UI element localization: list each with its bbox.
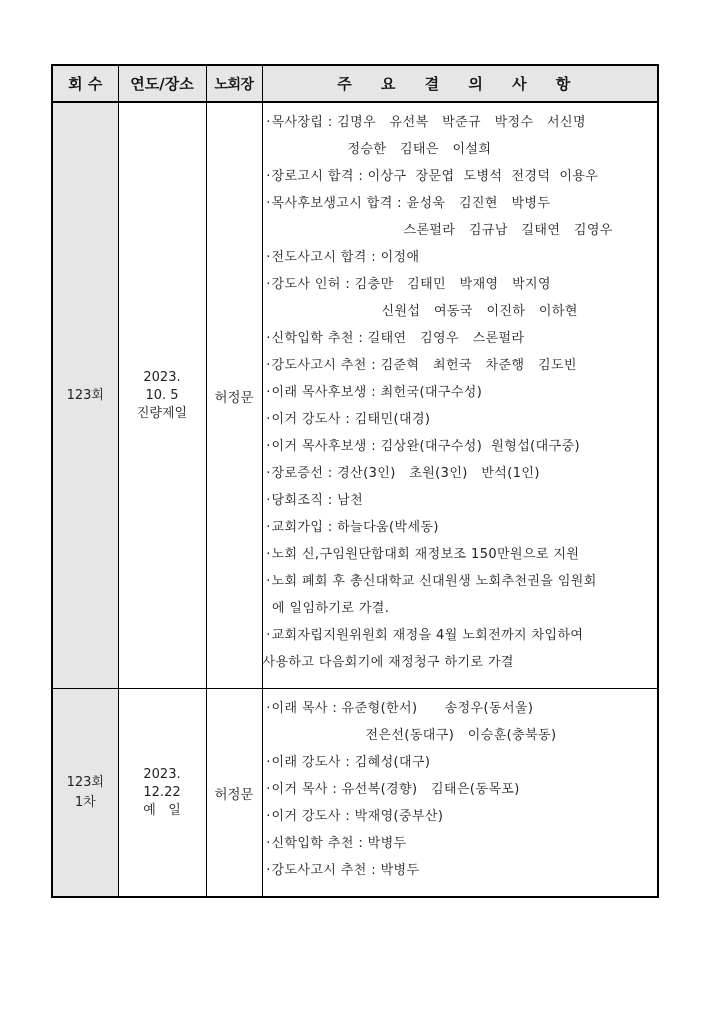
decision-text: 신원섭 여동국 이진하 이하현 (381, 304, 578, 319)
decision-text: 이거 강도사 : 김태민(대경) (271, 412, 431, 427)
decision-line (263, 649, 655, 676)
decision-line (266, 433, 655, 460)
date-place-line: 진량제일 (136, 405, 188, 421)
date-place-line: 예 일 (143, 802, 181, 818)
decision-text: 노회 폐회 후 총신대학교 신대원생 노회추천권을 임원회 (271, 574, 597, 589)
decision-line (266, 568, 655, 595)
date-place-line: 2023. (143, 766, 181, 782)
decision-text: 스론펄라 김규남 길태연 김영우 (403, 223, 613, 238)
decision-line (266, 406, 655, 433)
decision-line (266, 298, 655, 325)
decision-text: 이래 목사후보생 : 최헌국(대구수성) (271, 385, 483, 400)
decision-line (266, 514, 655, 541)
decision-line (266, 803, 655, 830)
header-decisions: 주 요 결 의 사 항 (262, 65, 658, 102)
date-place-line: 10. 5 (145, 387, 179, 403)
minutes-table (51, 64, 659, 898)
decision-line (266, 244, 655, 271)
date-place-line: 12.22 (143, 784, 181, 800)
bullet-icon: · (266, 385, 271, 400)
bullet-icon: · (266, 331, 271, 346)
decision-text: 목사후보생고시 합격 : 윤성욱 김진현 박병두 (271, 196, 551, 211)
decision-line (266, 857, 655, 884)
bullet-icon: · (266, 358, 271, 373)
decision-line (266, 695, 655, 722)
decision-line (266, 595, 655, 622)
decision-line (266, 460, 655, 487)
session-label: 1차 (74, 794, 96, 810)
table-row (52, 102, 658, 689)
decision-line (266, 722, 655, 749)
bullet-icon: · (266, 574, 271, 589)
decision-line (266, 136, 655, 163)
decision-text: 목사장립 : 김명우 유선복 박준규 박정수 서신명 (271, 115, 586, 130)
decision-text: 장로증선 : 경산(3인) 초원(3인) 반석(1인) (271, 466, 540, 481)
decision-line (266, 271, 655, 298)
bullet-icon: · (266, 196, 271, 211)
session-cell (52, 689, 118, 898)
decision-text: 전은선(동대구) 이승훈(충북동) (365, 728, 557, 743)
decision-text: 강도사고시 추천 : 박병두 (271, 863, 420, 878)
bullet-icon: · (266, 809, 271, 824)
decision-text: 신학입학 추천 : 박병두 (271, 836, 407, 851)
decision-line (266, 541, 655, 568)
bullet-icon: · (266, 755, 271, 770)
decision-line (266, 217, 655, 244)
decision-text: 이래 목사 : 유준형(한서) 송정우(동서울) (271, 701, 534, 716)
bullet-icon: · (266, 115, 271, 130)
decision-text: 이거 목사후보생 : 김상완(대구수성) 원형섭(대구중) (271, 439, 580, 454)
bullet-icon: · (266, 412, 271, 427)
decision-line (266, 352, 655, 379)
decision-text: 이래 강도사 : 김혜성(대구) (271, 755, 431, 770)
date-place-line: 2023. (143, 369, 181, 385)
decision-text: 당회조직 : 남천 (271, 493, 364, 508)
decision-line (266, 163, 655, 190)
decision-line (266, 487, 655, 514)
decision-text: 교회자립지원위원회 재정을 4월 노회전까지 차입하여 (271, 628, 584, 643)
decisions-cell (262, 102, 658, 689)
date-place-cell (118, 689, 206, 898)
decision-text: 교회가입 : 하늘다움(박세동) (271, 520, 439, 535)
decision-line (266, 830, 655, 857)
session-label: 123회 (66, 387, 104, 403)
bullet-icon: · (266, 628, 271, 643)
decision-line (266, 776, 655, 803)
bullet-icon: · (266, 520, 271, 535)
session-cell (52, 102, 118, 689)
decision-line (266, 749, 655, 776)
decision-text: 장로고시 합격 : 이상구 장문엽 도병석 전경덕 이용우 (271, 169, 599, 184)
decision-text: 노회 신,구임원단합대회 재정보조 150만원으로 지원 (271, 547, 580, 562)
header-row (52, 65, 658, 102)
bullet-icon: · (266, 169, 271, 184)
session-label: 123회 (66, 774, 104, 790)
bullet-icon: · (266, 466, 271, 481)
bullet-icon: · (266, 439, 271, 454)
decision-text: 이거 목사 : 유선복(경향) 김태은(동목포) (271, 782, 520, 797)
bullet-icon: · (266, 493, 271, 508)
date-place-cell (118, 102, 206, 689)
decision-text: 전도사고시 합격 : 이정애 (271, 250, 420, 265)
decision-text: 이거 강도사 : 박재영(중부산) (271, 809, 444, 824)
bullet-icon: · (266, 782, 271, 797)
bullet-icon: · (266, 277, 271, 292)
header-moderator: 노회장 (206, 65, 262, 102)
header-session: 회 수 (52, 65, 118, 102)
header-date-place: 연도/장소 (118, 65, 206, 102)
decision-text: 정승한 김태은 이설희 (347, 142, 492, 157)
decision-text: 강도사고시 추천 : 김준혁 최헌국 차준행 김도빈 (271, 358, 577, 373)
decision-line (266, 109, 655, 136)
bullet-icon: · (266, 701, 271, 716)
moderator-cell: 허정문 (206, 689, 262, 898)
decision-line (266, 190, 655, 217)
decision-text: 에 일임하기로 가결. (267, 601, 390, 616)
bullet-icon: · (266, 250, 271, 265)
decision-text: 사용하고 다음회기에 재정청구 하기로 가결 (262, 655, 514, 670)
decision-line (266, 622, 655, 649)
decision-line (266, 325, 655, 352)
decision-line (266, 379, 655, 406)
bullet-icon: · (266, 836, 271, 851)
moderator-cell: 허정문 (206, 102, 262, 689)
decision-text: 강도사 인허 : 김충만 김태민 박재영 박지영 (271, 277, 551, 292)
decisions-cell (262, 689, 658, 898)
decision-text: 신학입학 추천 : 길태연 김영우 스론펄라 (271, 331, 525, 346)
bullet-icon: · (266, 547, 271, 562)
table-row (52, 689, 658, 898)
bullet-icon: · (266, 863, 271, 878)
